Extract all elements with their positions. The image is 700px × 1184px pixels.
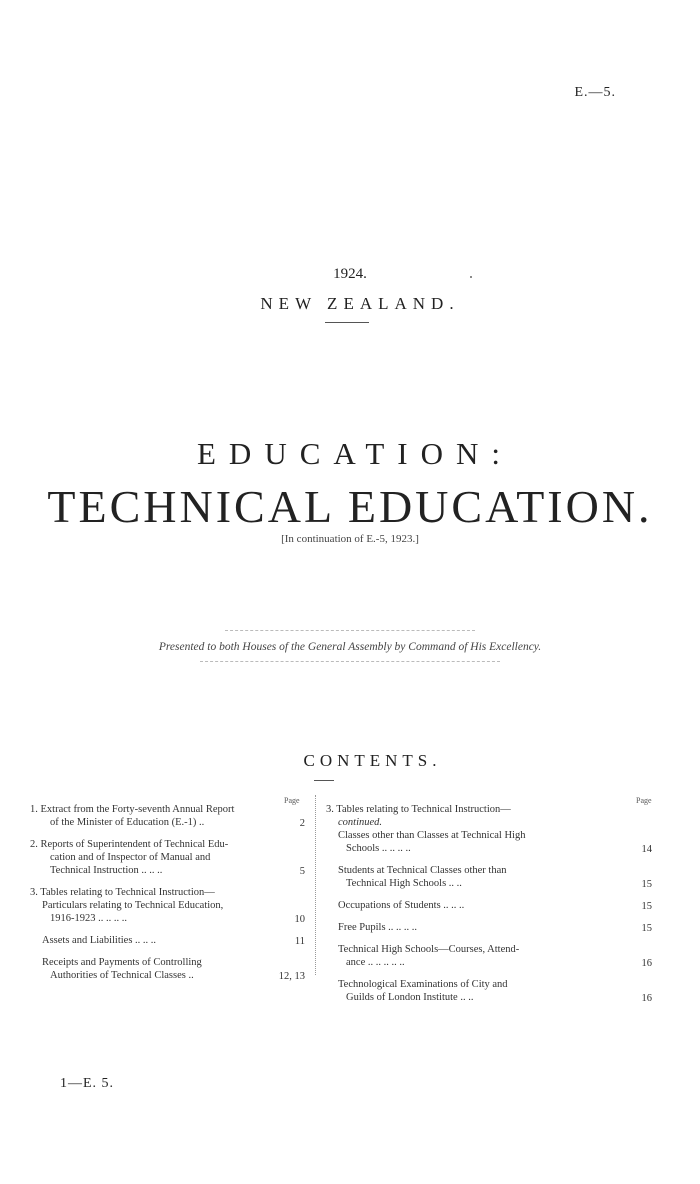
continuation-note: [In continuation of E.-5, 1923.] — [281, 533, 419, 545]
entry-page: 2 — [299, 818, 305, 829]
column-divider — [315, 795, 316, 975]
entry-line: Students at Technical Classes other than — [338, 865, 507, 876]
contents-entry — [326, 943, 652, 969]
entry-line: 3. Tables relating to Technical Instruction— — [326, 804, 511, 815]
contents-entry — [326, 829, 652, 855]
entry-line: cation and of Inspector of Manual and — [50, 852, 211, 863]
page-label-right: Page — [636, 796, 652, 805]
entry-page: 16 — [641, 958, 652, 969]
document-code: E.—5. — [574, 85, 616, 100]
contents-entry — [326, 978, 652, 1004]
entry-line: 1. Extract from the Forty-seventh Annual Report — [30, 804, 235, 815]
entry-line: of the Minister of Education (E.-1) .. — [50, 817, 205, 828]
entry-line: Classes other than Classes at Technical High — [338, 830, 526, 841]
entry-page: 14 — [641, 844, 652, 855]
entry-line: 2. Reports of Superintendent of Technical Edu- — [30, 839, 229, 850]
contents-heading: CONTENTS. — [303, 751, 442, 770]
contents-entry — [326, 921, 652, 934]
contents-rule — [314, 780, 334, 781]
contents-entry — [326, 899, 652, 912]
entry-line: Assets and Liabilities .. .. .. — [42, 935, 157, 946]
entry-line: Technical Instruction .. .. .. — [50, 865, 163, 876]
entry-page: 16 — [641, 993, 652, 1004]
dashed-rule-top — [225, 630, 475, 631]
contents-entry — [326, 864, 652, 890]
entry-line: Technical High Schools—Courses, Attend- — [338, 944, 520, 955]
contents-right-column — [326, 803, 652, 1013]
entry-line: Receipts and Payments of Controlling — [42, 957, 202, 968]
entry-line: 1916-1923 .. .. .. .. — [50, 913, 127, 924]
contents-entry — [30, 803, 305, 829]
contents-entry — [30, 886, 305, 925]
entry-page: 5 — [299, 866, 305, 877]
entry-page: 15 — [641, 901, 652, 912]
contents-entry — [30, 934, 305, 947]
entry-line: Particulars relating to Technical Education, — [42, 900, 224, 911]
entry-line: Technological Examinations of City and — [338, 979, 508, 990]
entry-line: 3. Tables relating to Technical Instruction— — [30, 887, 215, 898]
contents-entry — [326, 803, 652, 829]
entry-page: 15 — [641, 879, 652, 890]
presented-line: Presented to both Houses of the General Assembly by Command of His Excellency. — [158, 641, 542, 653]
scan-speck — [470, 276, 472, 278]
page-label-left: Page — [284, 796, 300, 805]
divider-rule — [325, 322, 369, 323]
entry-line: Authorities of Technical Classes .. — [50, 970, 194, 981]
contents-entry — [30, 956, 305, 982]
country-heading: NEW ZEALAND. — [260, 294, 460, 313]
entry-page: 12, 13 — [278, 971, 305, 982]
year: 1924. — [333, 266, 367, 282]
entry-page: 15 — [641, 923, 652, 934]
entry-line: Occupations of Students .. .. .. — [338, 900, 465, 911]
entry-line: continued. — [338, 817, 383, 828]
entry-line: Free Pupils .. .. .. .. — [338, 922, 418, 933]
contents-left-column — [30, 803, 305, 991]
sub-title: TECHNICAL EDUCATION. — [47, 481, 653, 532]
entry-line: Guilds of London Institute .. .. — [346, 992, 474, 1003]
main-title: EDUCATION: — [197, 436, 513, 471]
entry-line: Technical High Schools .. .. — [346, 878, 462, 889]
signature-mark: 1—E. 5. — [60, 1076, 115, 1091]
entry-line: ance .. .. .. .. .. — [346, 957, 405, 968]
contents-entry — [30, 838, 305, 877]
dashed-rule-bottom — [200, 661, 500, 662]
entry-page: 11 — [294, 936, 305, 947]
entry-line: Schools .. .. .. .. — [346, 843, 411, 854]
entry-page: 10 — [294, 914, 305, 925]
